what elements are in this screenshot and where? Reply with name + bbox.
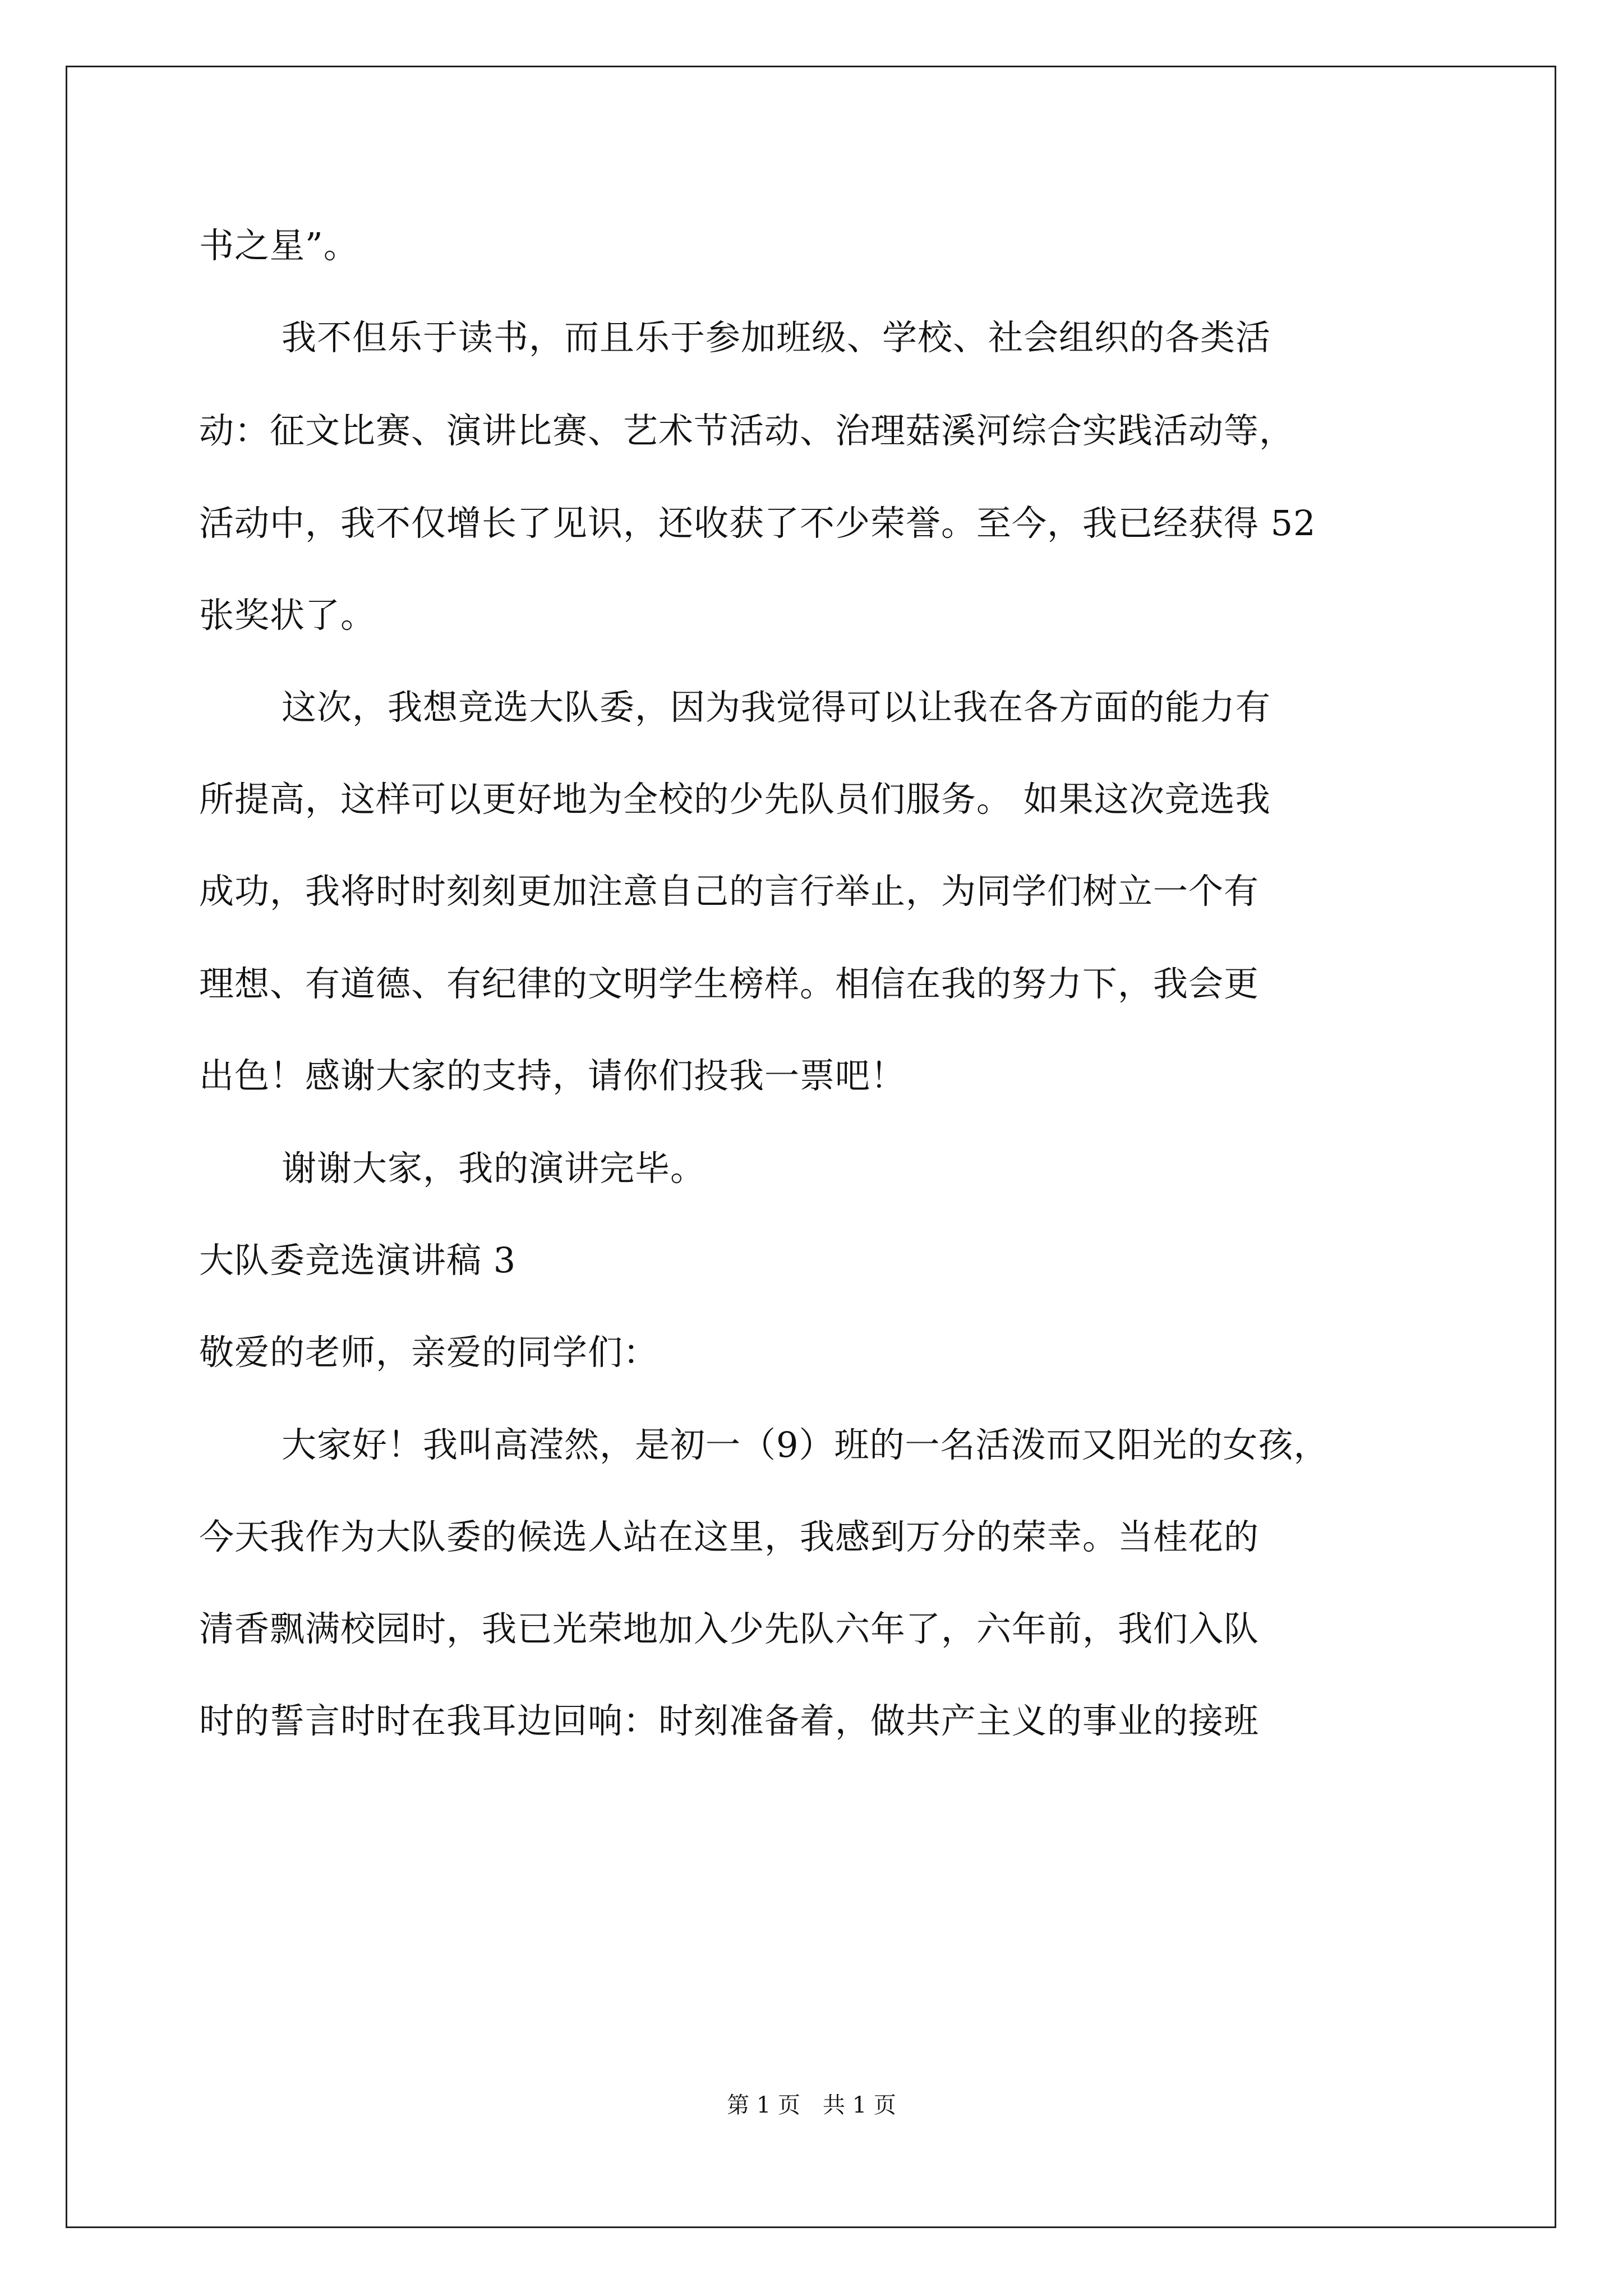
text-line: 动：征文比赛、演讲比赛、艺术节活动、治理菇溪河综合实践活动等， (199, 410, 1295, 451)
paragraph-start-line: 这次，我想竞选大队委，因为我觉得可以让我在各方面的能力有 (282, 687, 1271, 728)
text-line: 活动中，我不仅增长了见识，还收获了不少荣誉。至今，我已经获得 52 (199, 503, 1316, 544)
text-line: 张奖状了。 (199, 595, 376, 636)
text-line: 书之星”。 (199, 225, 359, 266)
text-line: 清香飘满校园时，我已光荣地加入少先队六年了，六年前，我们入队 (199, 1608, 1260, 1649)
text-line: 出色！感谢大家的支持，请你们投我一票吧！ (199, 1055, 906, 1096)
text-line: 成功，我将时时刻刻更加注意自己的言行举止，为同学们树立一个有 (199, 871, 1260, 912)
page-footer: 第 1 页 共 1 页 (727, 2092, 896, 2118)
salutation: 敬爱的老师，亲爱的同学们： (199, 1332, 659, 1373)
text-line: 理想、有道德、有纪律的文明学生榜样。相信在我的努力下，我会更 (199, 963, 1260, 1004)
paragraph-start-line: 谢谢大家，我的演讲完毕。 (282, 1148, 706, 1189)
text-line: 今天我作为大队委的候选人站在这里，我感到万分的荣幸。当桂花的 (199, 1516, 1260, 1557)
paragraph-start-line: 我不但乐于读书，而且乐于参加班级、学校、社会组织的各类活 (282, 317, 1271, 358)
text-line: 时的誓言时时在我耳边回响：时刻准备着，做共产主义的事业的接班 (199, 1700, 1260, 1741)
text-line: 所提高，这样可以更好地为全校的少先队员们服务。 如果这次竞选我 (199, 779, 1271, 820)
section-heading: 大队委竞选演讲稿 3 (199, 1240, 517, 1281)
paragraph-start-line: 大家好！我叫高滢然，是初一（9）班的一名活泼而又阳光的女孩， (282, 1424, 1329, 1465)
